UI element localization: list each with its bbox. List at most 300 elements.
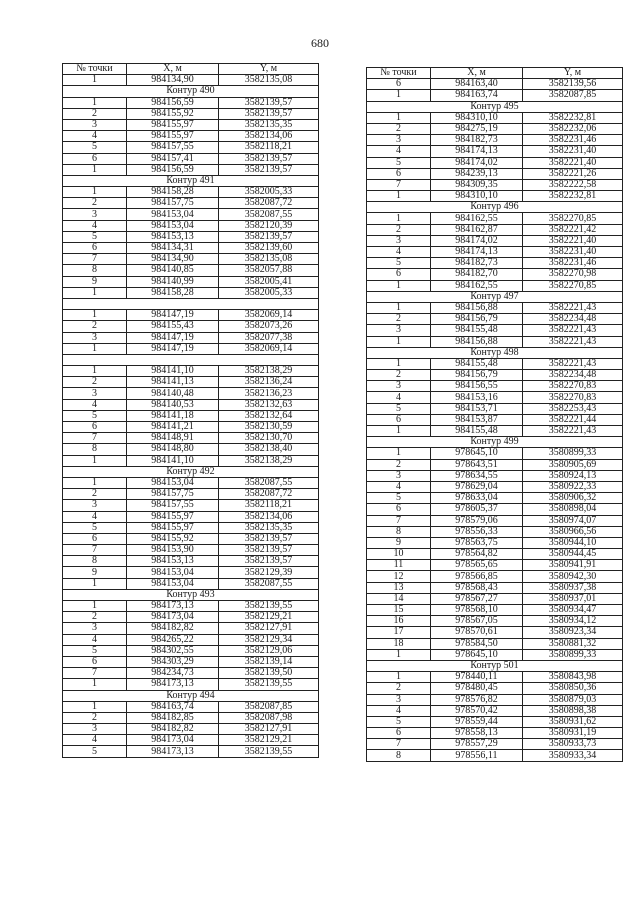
table-row [367,381,623,392]
x-coordinate-cell: 984141,21 [127,422,219,433]
y-coordinate-cell: 3580850,36 [523,683,623,694]
table-row [63,578,319,589]
x-coordinate-cell: 978568,43 [431,582,523,593]
x-coordinate-cell: 978563,75 [431,537,523,548]
table-row [367,258,623,269]
x-coordinate-cell: 984173,13 [127,601,219,612]
point-number-cell: 2 [63,489,127,500]
y-coordinate-cell: 3580937,01 [523,593,623,604]
table-row [367,269,623,280]
contour-label: Контур 499 [367,437,623,448]
table-row [63,567,319,578]
x-coordinate-cell: 978556,33 [431,526,523,537]
header-x: X, м [431,68,523,79]
table-row [63,556,319,567]
x-coordinate-cell: 984147,19 [127,343,219,354]
table-row [63,545,319,556]
point-number-cell: 3 [63,209,127,220]
x-coordinate-cell: 984153,13 [127,556,219,567]
y-coordinate-cell: 3582135,35 [219,119,319,130]
table-row [367,649,623,660]
contour-label: Контур 491 [63,175,319,186]
y-coordinate-cell: 3582234,48 [523,370,623,381]
x-coordinate-cell: 984163,74 [431,90,523,101]
x-coordinate-cell: 984156,88 [431,336,523,347]
x-coordinate-cell: 984134,90 [127,75,219,86]
y-coordinate-cell: 3582221,42 [523,224,623,235]
point-number-cell: 1 [367,672,431,683]
y-coordinate-cell: 3580934,12 [523,616,623,627]
table-row [367,560,623,571]
blank-separator-row [63,354,319,365]
y-coordinate-cell: 3580881,32 [523,638,623,649]
point-number-cell: 2 [367,459,431,470]
x-coordinate-cell: 978579,06 [431,515,523,526]
y-coordinate-cell: 3582087,72 [219,198,319,209]
y-coordinate-cell: 3580974,07 [523,515,623,526]
point-number-cell: 10 [367,549,431,560]
x-coordinate-cell: 984265,22 [127,634,219,645]
table-row [367,593,623,604]
table-row [367,426,623,437]
table-row [367,157,623,168]
table-row [367,336,623,347]
table-row [367,123,623,134]
contour-header-row [63,589,319,600]
x-coordinate-cell: 978645,10 [431,649,523,660]
table-row [63,332,319,343]
table-row [367,314,623,325]
point-number-cell: 7 [63,254,127,265]
point-number-cell: 3 [63,724,127,735]
table-row [367,459,623,470]
x-coordinate-cell: 984158,28 [127,187,219,198]
table-row [367,571,623,582]
x-coordinate-cell: 978556,11 [431,750,523,761]
x-coordinate-cell: 978570,42 [431,705,523,716]
table-row [63,343,319,354]
x-coordinate-cell: 978605,37 [431,504,523,515]
point-number-cell: 3 [367,325,431,336]
point-number-cell: 7 [63,545,127,556]
table-row [63,477,319,488]
point-number-cell: 6 [367,269,431,280]
table-row [63,164,319,175]
table-row [63,679,319,690]
y-coordinate-cell: 3582253,43 [523,403,623,414]
y-coordinate-cell: 3582139,57 [219,533,319,544]
y-coordinate-cell: 3582221,43 [523,358,623,369]
y-coordinate-cell: 3582136,23 [219,388,319,399]
table-row [367,728,623,739]
x-coordinate-cell: 984162,55 [431,213,523,224]
point-number-cell: 14 [367,593,431,604]
y-coordinate-cell: 3580923,34 [523,627,623,638]
y-coordinate-cell: 3580933,34 [523,750,623,761]
table-row [63,489,319,500]
x-coordinate-cell: 984153,87 [431,414,523,425]
point-number-cell: 16 [367,616,431,627]
table-row [63,209,319,220]
point-number-cell: 12 [367,571,431,582]
table-row [367,716,623,727]
point-number-cell: 5 [63,231,127,242]
point-number-cell: 4 [63,220,127,231]
point-number-cell: 4 [367,392,431,403]
x-coordinate-cell: 984275,19 [431,123,523,134]
x-coordinate-cell: 984303,29 [127,656,219,667]
point-number-cell: 2 [63,198,127,209]
point-number-cell: 1 [63,164,127,175]
point-number-cell: 3 [63,119,127,130]
point-number-cell: 5 [63,746,127,757]
point-number-cell: 4 [63,634,127,645]
x-coordinate-cell: 984182,85 [127,712,219,723]
y-coordinate-cell: 3582118,21 [219,142,319,153]
y-coordinate-cell: 3580924,13 [523,470,623,481]
y-coordinate-cell: 3582139,57 [219,108,319,119]
table-row [63,746,319,757]
y-coordinate-cell: 3582234,48 [523,314,623,325]
table-row [367,146,623,157]
point-number-cell: 4 [63,131,127,142]
point-number-cell: 1 [367,448,431,459]
table-row [367,493,623,504]
y-coordinate-cell: 3582221,26 [523,168,623,179]
x-coordinate-cell: 984309,35 [431,179,523,190]
x-coordinate-cell: 978564,82 [431,549,523,560]
table-row [63,612,319,623]
x-coordinate-cell: 984155,92 [127,533,219,544]
point-number-cell: 1 [63,343,127,354]
point-number-cell: 2 [367,314,431,325]
y-coordinate-cell: 3580937,38 [523,582,623,593]
y-coordinate-cell: 3580898,38 [523,705,623,716]
x-coordinate-cell: 984162,87 [431,224,523,235]
x-coordinate-cell: 984153,90 [127,545,219,556]
y-coordinate-cell: 3582138,29 [219,366,319,377]
point-number-cell: 5 [367,716,431,727]
y-coordinate-cell: 3582138,40 [219,444,319,455]
x-coordinate-cell: 978557,29 [431,739,523,750]
y-coordinate-cell: 3580966,56 [523,526,623,537]
x-coordinate-cell: 984155,43 [127,321,219,332]
y-coordinate-cell: 3582005,41 [219,276,319,287]
table-row [63,321,319,332]
point-number-cell: 5 [63,522,127,533]
point-number-cell: 1 [63,75,127,86]
table-row [63,198,319,209]
point-number-cell: 1 [63,601,127,612]
point-number-cell: 2 [63,108,127,119]
x-coordinate-cell: 984148,80 [127,444,219,455]
y-coordinate-cell: 3582087,85 [523,90,623,101]
table-row [367,90,623,101]
contour-header-row [63,86,319,97]
y-coordinate-cell: 3582129,34 [219,634,319,645]
table-row [63,511,319,522]
x-coordinate-cell: 984134,90 [127,254,219,265]
point-number-cell: 1 [63,97,127,108]
x-coordinate-cell: 984157,55 [127,500,219,511]
x-coordinate-cell: 984155,48 [431,426,523,437]
y-coordinate-cell: 3582221,43 [523,426,623,437]
y-coordinate-cell: 3582139,60 [219,243,319,254]
table-row [367,358,623,369]
x-coordinate-cell: 984141,10 [127,455,219,466]
point-number-cell: 2 [367,370,431,381]
point-number-cell: 1 [63,701,127,712]
x-coordinate-cell: 984174,02 [431,235,523,246]
x-coordinate-cell: 984156,88 [431,302,523,313]
x-coordinate-cell: 984141,13 [127,377,219,388]
point-number-cell: 7 [367,179,431,190]
contour-header-row [367,347,623,358]
y-coordinate-cell: 3582139,55 [219,679,319,690]
blank-cell [63,298,319,309]
x-coordinate-cell: 984156,59 [127,97,219,108]
point-number-cell: 9 [63,567,127,578]
table-row [63,410,319,421]
point-number-cell: 4 [367,481,431,492]
y-coordinate-cell: 3582221,43 [523,325,623,336]
x-coordinate-cell: 978634,55 [431,470,523,481]
point-number-cell: 2 [63,377,127,388]
y-coordinate-cell: 3580843,98 [523,672,623,683]
table-row [63,399,319,410]
table-row [63,220,319,231]
table-row [63,287,319,298]
y-coordinate-cell: 3582221,40 [523,157,623,168]
y-coordinate-cell: 3582135,08 [219,254,319,265]
point-number-cell: 1 [367,336,431,347]
table-row [367,504,623,515]
y-coordinate-cell: 3580879,03 [523,694,623,705]
y-coordinate-cell: 3580922,33 [523,481,623,492]
x-coordinate-cell: 984155,97 [127,522,219,533]
table-row [63,500,319,511]
blank-separator-row [63,298,319,309]
table-row [367,179,623,190]
table-body-right [367,79,623,761]
point-number-cell: 6 [63,533,127,544]
point-number-cell: 4 [63,511,127,522]
x-coordinate-cell: 984155,48 [431,358,523,369]
contour-header-row [63,690,319,701]
y-coordinate-cell: 3582087,85 [219,701,319,712]
table-row [63,75,319,86]
point-number-cell: 5 [367,493,431,504]
page-number: 680 [311,36,329,50]
x-coordinate-cell: 978566,85 [431,571,523,582]
x-coordinate-cell: 984148,91 [127,433,219,444]
y-coordinate-cell: 3582120,39 [219,220,319,231]
point-number-cell: 7 [367,515,431,526]
table-row [367,549,623,560]
table-row [367,235,623,246]
x-coordinate-cell: 984157,75 [127,489,219,500]
x-coordinate-cell: 984153,16 [431,392,523,403]
x-coordinate-cell: 984302,55 [127,645,219,656]
table-row [63,254,319,265]
point-number-cell: 4 [367,247,431,258]
x-coordinate-cell: 978565,65 [431,560,523,571]
y-coordinate-cell: 3580898,04 [523,504,623,515]
table-row [367,392,623,403]
point-number-cell: 2 [63,712,127,723]
x-coordinate-cell: 984155,48 [431,325,523,336]
y-coordinate-cell: 3580934,47 [523,605,623,616]
table-row [63,735,319,746]
table-row [367,470,623,481]
y-coordinate-cell: 3580942,30 [523,571,623,582]
point-number-cell: 1 [63,366,127,377]
contour-label: Контур 490 [63,86,319,97]
y-coordinate-cell: 3582129,39 [219,567,319,578]
x-coordinate-cell: 984157,55 [127,142,219,153]
point-number-cell: 1 [63,287,127,298]
point-number-cell: 5 [367,258,431,269]
table-row [63,422,319,433]
point-number-cell: 1 [367,213,431,224]
y-coordinate-cell: 3582077,38 [219,332,319,343]
x-coordinate-cell: 984182,73 [431,258,523,269]
point-number-cell: 6 [63,656,127,667]
x-coordinate-cell: 984174,13 [431,247,523,258]
point-number-cell: 3 [367,381,431,392]
point-number-cell: 7 [63,668,127,679]
y-coordinate-cell: 3580931,62 [523,716,623,727]
y-coordinate-cell: 3582139,57 [219,164,319,175]
table-header-row [63,64,319,75]
y-coordinate-cell: 3582231,46 [523,135,623,146]
point-number-cell: 6 [63,422,127,433]
point-number-cell: 6 [63,153,127,164]
coordinates-table-right [366,67,623,762]
header-y: Y, м [523,68,623,79]
x-coordinate-cell: 978576,82 [431,694,523,705]
point-number-cell: 1 [367,426,431,437]
x-coordinate-cell: 984134,31 [127,243,219,254]
table-row [63,634,319,645]
x-coordinate-cell: 984140,99 [127,276,219,287]
table-row [367,616,623,627]
table-row [63,455,319,466]
point-number-cell: 8 [367,526,431,537]
y-coordinate-cell: 3582139,57 [219,545,319,556]
y-coordinate-cell: 3582136,24 [219,377,319,388]
table-row [63,97,319,108]
x-coordinate-cell: 984163,40 [431,79,523,90]
table-row [367,213,623,224]
table-row [367,370,623,381]
y-coordinate-cell: 3582087,98 [219,712,319,723]
point-number-cell: 5 [63,142,127,153]
point-number-cell: 8 [63,265,127,276]
table-row [367,247,623,258]
x-coordinate-cell: 984153,04 [127,220,219,231]
x-coordinate-cell: 978567,27 [431,593,523,604]
point-number-cell: 8 [63,556,127,567]
point-number-cell: 4 [367,146,431,157]
point-number-cell: 15 [367,605,431,616]
y-coordinate-cell: 3582087,72 [219,489,319,500]
y-coordinate-cell: 3582139,55 [219,601,319,612]
y-coordinate-cell: 3582127,91 [219,724,319,735]
point-number-cell: 3 [63,388,127,399]
x-coordinate-cell: 984156,55 [431,381,523,392]
point-number-cell: 8 [367,750,431,761]
blank-cell [63,354,319,365]
contour-label: Контур 494 [63,690,319,701]
y-coordinate-cell: 3580899,33 [523,649,623,660]
y-coordinate-cell: 3582139,57 [219,97,319,108]
x-coordinate-cell: 984156,79 [431,314,523,325]
table-row [367,683,623,694]
table-row [367,79,623,90]
x-coordinate-cell: 978440,11 [431,672,523,683]
x-coordinate-cell: 984155,97 [127,131,219,142]
table-row [63,668,319,679]
point-number-cell: 6 [367,728,431,739]
point-number-cell: 6 [63,243,127,254]
y-coordinate-cell: 3582270,83 [523,381,623,392]
table-row [367,135,623,146]
contour-header-row [367,202,623,213]
x-coordinate-cell: 984310,10 [431,191,523,202]
table-row [63,377,319,388]
table-row [367,537,623,548]
y-coordinate-cell: 3582132,63 [219,399,319,410]
y-coordinate-cell: 3582130,59 [219,422,319,433]
x-coordinate-cell: 978568,10 [431,605,523,616]
point-number-cell: 8 [63,444,127,455]
x-coordinate-cell: 978633,04 [431,493,523,504]
point-number-cell: 18 [367,638,431,649]
y-coordinate-cell: 3582270,85 [523,280,623,291]
contour-label: Контур 493 [63,589,319,600]
y-coordinate-cell: 3582069,14 [219,310,319,321]
point-number-cell: 1 [367,191,431,202]
table-row [367,705,623,716]
x-coordinate-cell: 984155,97 [127,119,219,130]
table-row [63,444,319,455]
table-row [367,325,623,336]
x-coordinate-cell: 984158,28 [127,287,219,298]
table-row [63,522,319,533]
point-number-cell: 1 [63,477,127,488]
x-coordinate-cell: 984141,10 [127,366,219,377]
table-row [63,142,319,153]
table-row [63,623,319,634]
contour-header-row [63,175,319,186]
x-coordinate-cell: 984182,70 [431,269,523,280]
x-coordinate-cell: 984182,82 [127,724,219,735]
x-coordinate-cell: 984140,85 [127,265,219,276]
y-coordinate-cell: 3582135,35 [219,522,319,533]
point-number-cell: 3 [367,235,431,246]
table-row [367,672,623,683]
x-coordinate-cell: 984140,48 [127,388,219,399]
table-row [63,366,319,377]
x-coordinate-cell: 984182,73 [431,135,523,146]
y-coordinate-cell: 3580905,69 [523,459,623,470]
point-number-cell: 2 [63,321,127,332]
point-number-cell: 5 [63,645,127,656]
x-coordinate-cell: 984140,53 [127,399,219,410]
point-number-cell: 9 [63,276,127,287]
x-coordinate-cell: 984157,41 [127,153,219,164]
